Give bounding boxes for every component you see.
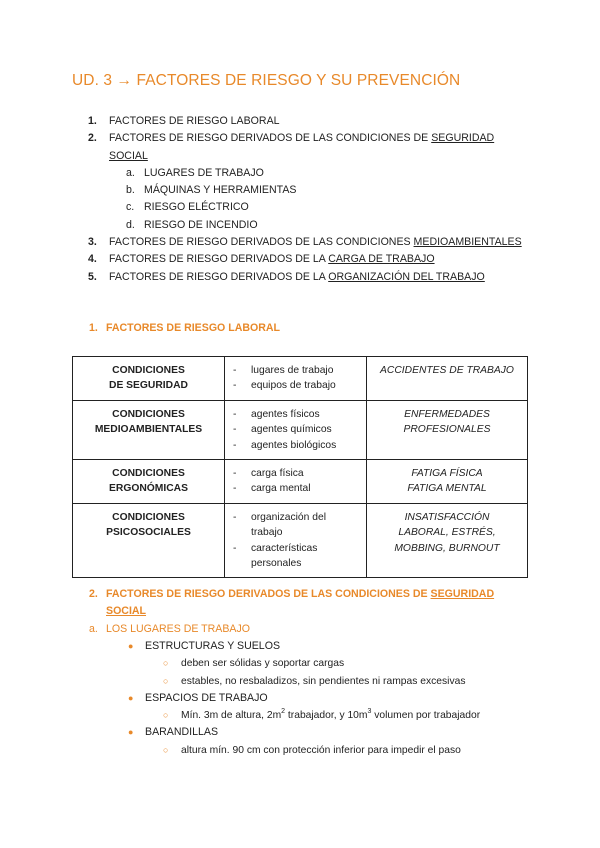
- section-1-heading: [89, 322, 280, 334]
- subsection-a-heading: [89, 621, 250, 638]
- category-cell: [73, 357, 225, 401]
- toc-number: 5.: [88, 270, 97, 283]
- category-cell: [73, 503, 225, 578]
- bullet-circle-icon: ○: [163, 658, 169, 669]
- dash: -: [233, 468, 237, 480]
- toc-text: [109, 269, 528, 286]
- section-link-social[interactable]: SOCIAL: [106, 605, 147, 618]
- category-cell: [73, 460, 225, 504]
- section-2-line: [89, 586, 519, 603]
- sub-bullet-item: [128, 673, 480, 690]
- toc-subitem: [88, 199, 528, 216]
- table-row: [73, 357, 528, 401]
- bullet-list: [128, 638, 480, 759]
- dash: -: [233, 408, 237, 420]
- text-part: Mín. 3m de altura, 2m: [181, 710, 282, 722]
- toc-text: [109, 251, 528, 268]
- toc-text: FACTORES DE RIESGO LABORAL: [109, 115, 280, 127]
- consequence-line: ENFERMEDADES: [404, 408, 490, 420]
- dash: -: [233, 483, 237, 495]
- text-part: trabajador, y 10m: [285, 710, 368, 722]
- page-title: UD. 3 → FACTORES DE RIESGO Y SU PREVENCIÓN: [72, 72, 461, 89]
- toc-subitem: [88, 182, 528, 199]
- consequence-cell: [367, 400, 528, 459]
- factor-text: carga física: [251, 468, 304, 480]
- bullet-circle-icon: ○: [163, 744, 169, 755]
- toc-item-2-cont: [88, 148, 528, 165]
- dash: -: [233, 365, 237, 376]
- toc-item-5: [88, 269, 528, 286]
- toc-text: [109, 130, 528, 147]
- consequence-line: MOBBING, BURNOUT: [394, 542, 500, 554]
- factors-cell: [225, 460, 367, 504]
- section-number: 2.: [89, 588, 98, 600]
- table-row: [73, 460, 528, 504]
- toc-number: 4.: [88, 253, 97, 266]
- bullet-item: [128, 638, 480, 655]
- superscript: 3: [367, 708, 372, 716]
- toc-number: 2.: [88, 132, 97, 145]
- bullet-dot-icon: ●: [128, 727, 134, 738]
- section-link-seguridad[interactable]: SEGURIDAD: [430, 588, 495, 600]
- toc-text-pre: FACTORES DE RIESGO DERIVADOS DE LAS CONDICIONES: [109, 236, 414, 249]
- text-part: volumen por trabajador: [371, 710, 481, 722]
- bullet-text: BARANDILLAS: [145, 726, 219, 739]
- category-line: DE SEGURIDAD: [109, 380, 188, 392]
- factor-item: [233, 422, 360, 437]
- dash: -: [233, 542, 237, 554]
- factor-text: lugares de trabajo: [251, 365, 334, 376]
- factor-item: [233, 541, 360, 572]
- toc-sub-text: LUGARES DE TRABAJO: [144, 166, 264, 179]
- factor-item: [233, 378, 360, 393]
- factor-text: equipos de trabajo: [251, 380, 336, 392]
- toc-number: 1.: [88, 115, 97, 127]
- toc-text: [109, 234, 528, 251]
- table-row: [73, 400, 528, 459]
- category-line: ERGONÓMICAS: [109, 483, 188, 495]
- toc-sub-text: MÁQUINAS Y HERRAMIENTAS: [144, 184, 297, 197]
- dash: -: [233, 439, 237, 451]
- toc-text-pre: FACTORES DE RIESGO DERIVADOS DE LA: [109, 253, 329, 266]
- subsection-number: a.: [89, 623, 98, 635]
- dash: -: [233, 380, 237, 392]
- toc-link-social[interactable]: SOCIAL: [109, 149, 148, 162]
- factor-text: agentes físicos: [251, 408, 320, 420]
- sub-bullet-item: [128, 655, 480, 672]
- toc-item-4: [88, 251, 528, 268]
- category-cell: [73, 400, 225, 459]
- toc-item-1: [88, 113, 528, 130]
- consequence-line: INSATISFACCIÓN: [404, 511, 490, 523]
- toc-sub-number: a.: [126, 166, 135, 179]
- toc-sub-number: c.: [126, 201, 135, 214]
- factor-item: [233, 510, 360, 541]
- toc-sub-text: RIESGO DE INCENDIO: [144, 218, 258, 231]
- toc-link-organizacion[interactable]: ORGANIZACIÓN DEL TRABAJO: [328, 270, 485, 283]
- sub-bullet-text: estables, no resbaladizos, sin pendientes ni rampas excesivas: [181, 675, 466, 687]
- consequence-cell: [367, 503, 528, 578]
- category-line: CONDICIONES: [112, 365, 185, 376]
- toc-item-2: [88, 130, 528, 147]
- bullet-dot-icon: ●: [128, 641, 134, 651]
- toc-subitem: [88, 217, 528, 234]
- factor-item: [233, 363, 360, 378]
- dash: -: [233, 511, 237, 523]
- category-line: CONDICIONES: [112, 511, 185, 523]
- bullet-text: ESTRUCTURAS Y SUELOS: [145, 640, 281, 652]
- sub-bullet-item: [128, 707, 480, 724]
- consequence-line: FATIGA FÍSICA: [411, 468, 483, 480]
- sub-bullet-text: altura mín. 90 cm con protección inferior para impedir el paso: [181, 744, 461, 756]
- factors-cell: [225, 503, 367, 578]
- section-2-heading: [89, 586, 519, 621]
- consequence-cell: [367, 460, 528, 504]
- category-line: PSICOSOCIALES: [106, 527, 191, 539]
- toc-sub-number: d.: [126, 218, 135, 231]
- factors-cell: [225, 357, 367, 401]
- bullet-circle-icon: ○: [163, 675, 169, 686]
- toc-number: 3.: [88, 236, 97, 249]
- sub-bullet-item: [128, 742, 480, 759]
- toc-text-pre: FACTORES DE RIESGO DERIVADOS DE LAS CONDICIONES DE: [109, 132, 432, 145]
- bullet-item: [128, 724, 480, 741]
- table-of-contents: [88, 113, 528, 286]
- bullet-dot-icon: ●: [128, 692, 134, 703]
- bullet-circle-icon: ○: [163, 710, 169, 721]
- toc-link-medioambientales[interactable]: MEDIOAMBIENTALES: [413, 236, 522, 249]
- factor-text: organización del trabajo: [251, 511, 326, 539]
- table-row: [73, 503, 528, 578]
- factor-item: [233, 466, 360, 481]
- section-title: FACTORES DE RIESGO LABORAL: [106, 322, 281, 334]
- toc-text-pre: FACTORES DE RIESGO DERIVADOS DE LA: [109, 270, 329, 283]
- section-2-cont: [89, 603, 519, 620]
- category-line: MEDIOAMBIENTALES: [94, 424, 203, 436]
- sub-bullet-text: deben ser sólidas y soportar cargas: [181, 658, 345, 670]
- consequence-line: FATIGA MENTAL: [407, 483, 487, 495]
- factor-text: agentes químicos: [251, 424, 332, 436]
- toc-item-3: [88, 234, 528, 251]
- category-line: CONDICIONES: [112, 468, 185, 480]
- toc-link-seguridad[interactable]: SEGURIDAD: [431, 132, 495, 145]
- superscript: 2: [281, 708, 286, 716]
- risk-factors-table: [72, 356, 528, 578]
- factor-item: [233, 438, 360, 453]
- factor-item: [233, 407, 360, 422]
- toc-link-carga[interactable]: CARGA DE TRABAJO: [328, 253, 435, 266]
- bullet-text: ESPACIOS DE TRABAJO: [145, 691, 268, 704]
- factors-cell: [225, 400, 367, 459]
- factor-text: agentes biológicos: [251, 439, 337, 451]
- consequence-line: LABORAL, ESTRÉS,: [398, 527, 496, 539]
- consequence-line: ACCIDENTES DE TRABAJO: [380, 365, 514, 376]
- consequence-line: PROFESIONALES: [403, 424, 491, 436]
- toc-subitem: [88, 165, 528, 182]
- bullet-item: [128, 690, 480, 707]
- sub-bullet-text: [181, 707, 480, 724]
- section-number: 1.: [89, 322, 98, 334]
- factor-item: [233, 481, 360, 496]
- category-line: CONDICIONES: [112, 408, 185, 420]
- factor-text: características personales: [251, 542, 318, 570]
- consequence-cell: [367, 357, 528, 401]
- section-title: FACTORES DE RIESGO DERIVADOS DE LAS CONDICIONES DE: [106, 588, 431, 600]
- factor-text: carga mental: [251, 483, 311, 495]
- toc-sub-number: b.: [126, 184, 135, 197]
- subsection-title: LOS LUGARES DE TRABAJO: [106, 623, 251, 635]
- dash: -: [233, 424, 237, 436]
- toc-sub-text: RIESGO ELÉCTRICO: [144, 201, 249, 214]
